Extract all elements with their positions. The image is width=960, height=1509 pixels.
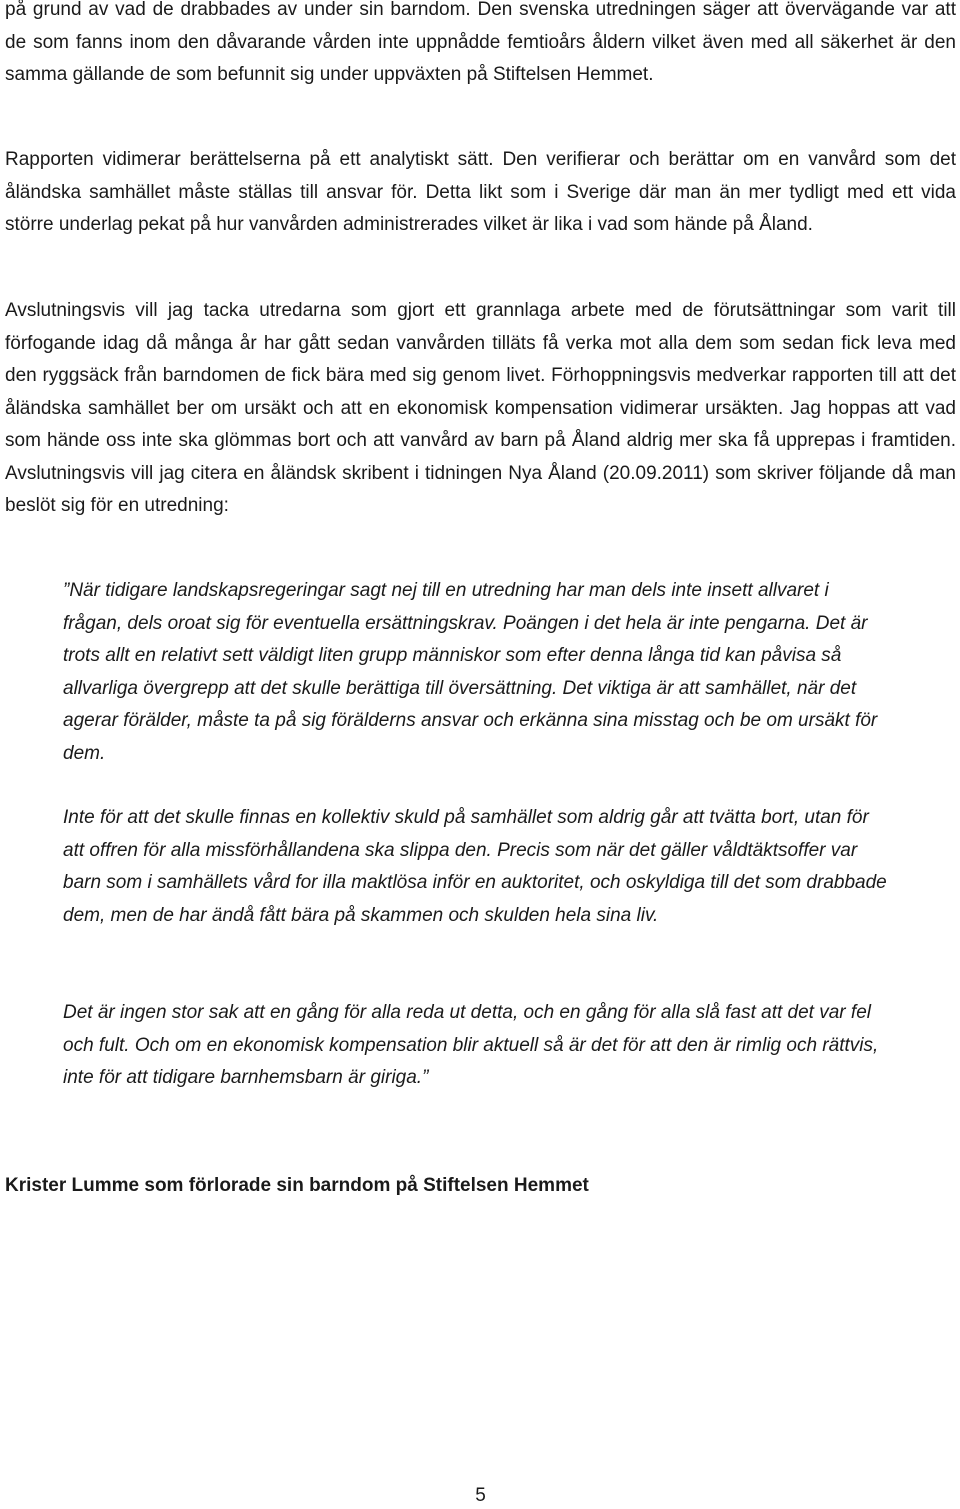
author-signature: Krister Lumme som förlorade sin barndom på Stiftelsen Hemmet — [5, 1175, 589, 1196]
quote-paragraph-1: ”När tidigare landskapsregeringar sagt nej till en utredning har man dels inte insett allvaret i frågan, dels oroat sig för eventuella ersättningskrav. Poängen i det hela är inte pengarna. Det är trots allt en relativt sett väldigt liten grupp människor som efter denna långa tid kan påvisa så allvarliga övergrepp att det skulle berättiga till översättning. Det viktiga är att samhället, när det agerar förälder, måste ta på sig förälderns ansvar och erkänna sina misstag och be om ursäkt för dem. — [63, 580, 878, 764]
body-paragraph-1: på grund av vad de drabbades av under sin barndom. Den svenska utredningen säger att övervägande var att de som fanns inom den dåvarande vården inte uppnådde femtioårs åldern vilket även med all säkerhet är den samma gällande de som befunnit sig under uppväxten på Stiftelsen Hemmet. — [5, 0, 956, 85]
body-paragraph-3: Avslutningsvis vill jag tacka utredarna som gjort ett grannlaga arbete med de förutsättningar som varit till förfogande idag då många år har gått sedan vanvården tilläts få verka mot alla dem som sedan fick leva med den ryggsäck från barndomen de fick bära med sig genom livet. Förhoppningsvis medverkar rapporten till att det åländska samhället ber om ursäkt och att en ekonomisk kompensation vidimerar ursäkten. Jag hoppas att vad som hände oss inte ska glömmas bort och att vanvård av barn på Åland aldrig mer ska få upprepas i framtiden. Avslutningsvis vill jag citera en åländsk skribent i tidningen Nya Åland (20.09.2011) som skriver följande då man beslöt sig för en utredning: — [5, 300, 956, 516]
body-paragraph-2: Rapporten vidimerar berättelserna på ett analytiskt sätt. Den verifierar och berättar om en vanvård som det åländska samhället måste ställas till ansvar för. Detta likt som i Sverige där man än mer tydligt med ett vida större underlag pekat på hur vanvården administrerades vilket är lika i vad som hände på Åland. — [5, 149, 956, 235]
page-number: 5 — [475, 1485, 486, 1506]
quote-paragraph-3: Det är ingen stor sak att en gång för alla reda ut detta, och en gång för alla slå fast att det var fel och fult. Och om en ekonomisk kompensation blir aktuell så är det för att den är rimlig och rättvis, inte för att tidigare barnhemsbarn är giriga.” — [63, 1002, 879, 1088]
document-page — [5, 0, 956, 1509]
quote-paragraph-2: Inte för att det skulle finnas en kollektiv skuld på samhället som aldrig går att tvätta bort, utan för att offren för alla missförhållandena ska slippa den. Precis som när det gäller våldtäktsoffer var barn som i samhällets vård for illa maktlösa inför en auktoritet, och oskyldiga till det som drabbade dem, men de har ändå fått bära på skammen och skulden hela sina liv. — [63, 807, 887, 926]
